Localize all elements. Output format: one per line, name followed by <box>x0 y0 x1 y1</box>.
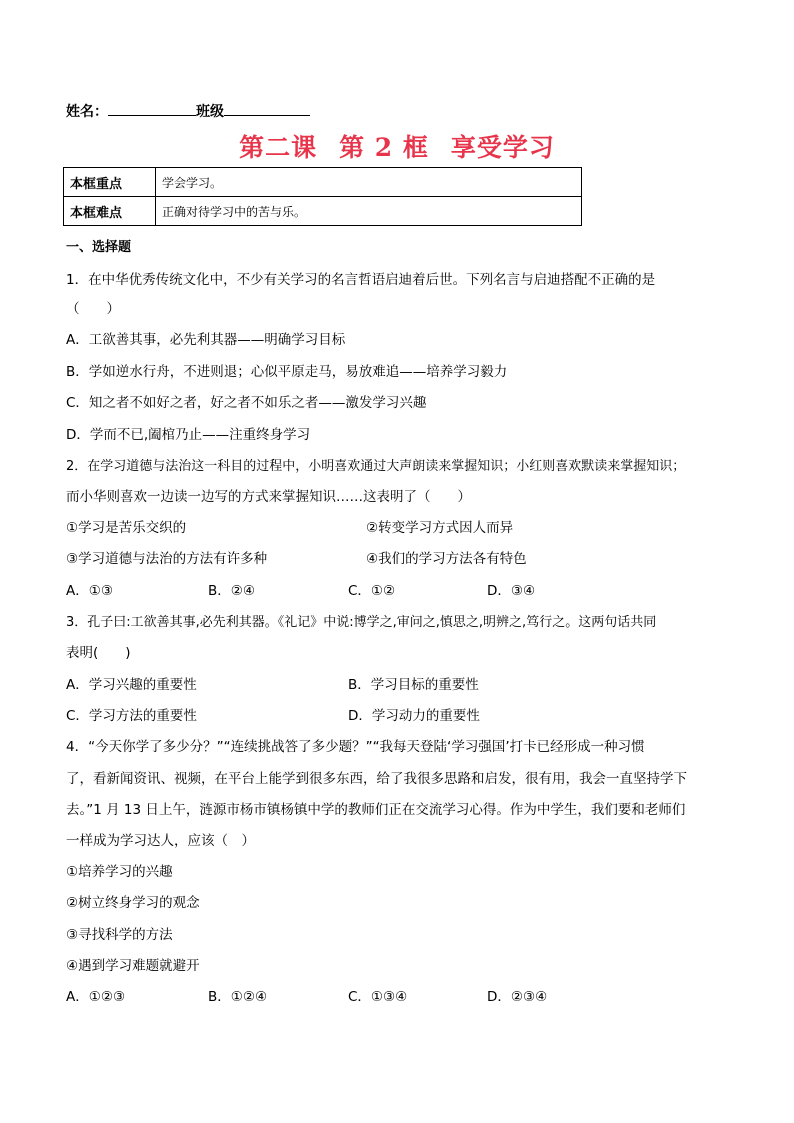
key-point-label: 本框重点 <box>64 168 156 197</box>
key-points-table <box>63 167 582 226</box>
q3-option-b: B．学习目标的重要性 <box>348 677 479 693</box>
q1-option-b: B．学如逆水行舟，不进则退；心似平原走马，易放难追——培养学习毅力 <box>66 364 508 380</box>
title-frame: 第 2 框 <box>339 133 429 162</box>
title-topic: 享受学习 <box>450 133 555 162</box>
class-blank[interactable] <box>224 101 310 116</box>
q2-item-1: ①学习是苦乐交织的 <box>66 520 187 536</box>
q4-option-b: B．①②④ <box>208 989 268 1005</box>
q1-stem-line2: （ ） <box>66 301 120 317</box>
title-lesson: 第二课 <box>239 133 318 162</box>
q2-option-b: B．②④ <box>208 583 255 599</box>
q1-option-c: C．知之者不如好之者，好之者不如乐之者——激发学习兴趣 <box>66 395 427 411</box>
table-row <box>64 197 582 226</box>
q4-stem-line4: 一样成为学习达人，应该（ ） <box>66 833 255 849</box>
q4-item-2: ②树立终身学习的观念 <box>66 895 200 911</box>
q2-item-2: ②转变学习方式因人而异 <box>366 520 514 536</box>
q4-item-3: ③寻找科学的方法 <box>66 927 173 943</box>
q2-option-a: A．①③ <box>66 583 113 599</box>
name-blank[interactable] <box>108 101 196 116</box>
page-title <box>0 128 794 164</box>
key-point-value: 学会学习。 <box>156 168 582 197</box>
q2-item-4: ④我们的学习方法各有特色 <box>366 551 527 567</box>
q3-stem-line1: 3．孔子曰:工欲善其事,必先利其器。《礼记》中说:博学之,审问之,慎思之,明辨之,笃行之。这两句话共同 <box>66 615 657 630</box>
q3-option-d: D．学习动力的重要性 <box>348 708 480 724</box>
q2-stem-line1: 2．在学习道德与法治这一科目的过程中，小明喜欢通过大声朗读来掌握知识；小红则喜欢默读来掌握知识； <box>66 459 686 474</box>
q3-stem-line2: 表明( ) <box>66 645 131 661</box>
q2-stem-line2: 而小华则喜欢一边读一边写的方式来掌握知识……这表明了（ ） <box>66 489 471 505</box>
q1-option-a: A．工欲善其事，必先利其器——明确学习目标 <box>66 332 346 348</box>
q2-option-c: C．①② <box>348 583 396 599</box>
name-label: 姓名： <box>66 104 108 120</box>
q4-item-1: ①培养学习的兴趣 <box>66 864 173 880</box>
q4-item-4: ④遇到学习难题就避开 <box>66 958 200 974</box>
class-label: 班级 <box>196 104 224 120</box>
q2-item-3: ③学习道德与法治的方法有许多种 <box>66 551 268 567</box>
q4-stem-line1: 4．“今天你学了多少分？”“连续挑战答了多少题？”“我每天登陆‘学习强国’打卡已经形成一种习惯 <box>66 739 645 755</box>
q4-option-c: C．①③④ <box>348 989 408 1005</box>
section-title: 一、选择题 <box>66 240 132 255</box>
student-info-line <box>66 101 310 121</box>
q3-option-c: C．学习方法的重要性 <box>66 708 197 724</box>
q1-stem-line1: 1．在中华优秀传统文化中，不少有关学习的名言哲语启迪着后世。下列名言与启迪搭配不正确的是 <box>66 272 656 288</box>
q3-option-a: A．学习兴趣的重要性 <box>66 677 197 693</box>
q1-option-d: D．学而不已,阖棺乃止——注重终身学习 <box>66 427 311 443</box>
q4-stem-line2: 了，看新闻资讯、视频，在平台上能学到很多东西，给了我很多思路和启发，很有用，我会一直坚持学下 <box>66 771 687 787</box>
q4-stem-line3: 去。”1 月 13 日上午，涟源市杨市镇杨镇中学的教师们正在交流学习心得。作为中学生，我们要和老师们 <box>66 802 686 818</box>
q4-option-a: A．①②③ <box>66 989 126 1005</box>
difficulty-label: 本框难点 <box>64 197 156 226</box>
table-row <box>64 168 582 197</box>
q2-option-d: D．③④ <box>487 583 536 599</box>
difficulty-value: 正确对待学习中的苦与乐。 <box>156 197 582 226</box>
q4-option-d: D．②③④ <box>487 989 548 1005</box>
